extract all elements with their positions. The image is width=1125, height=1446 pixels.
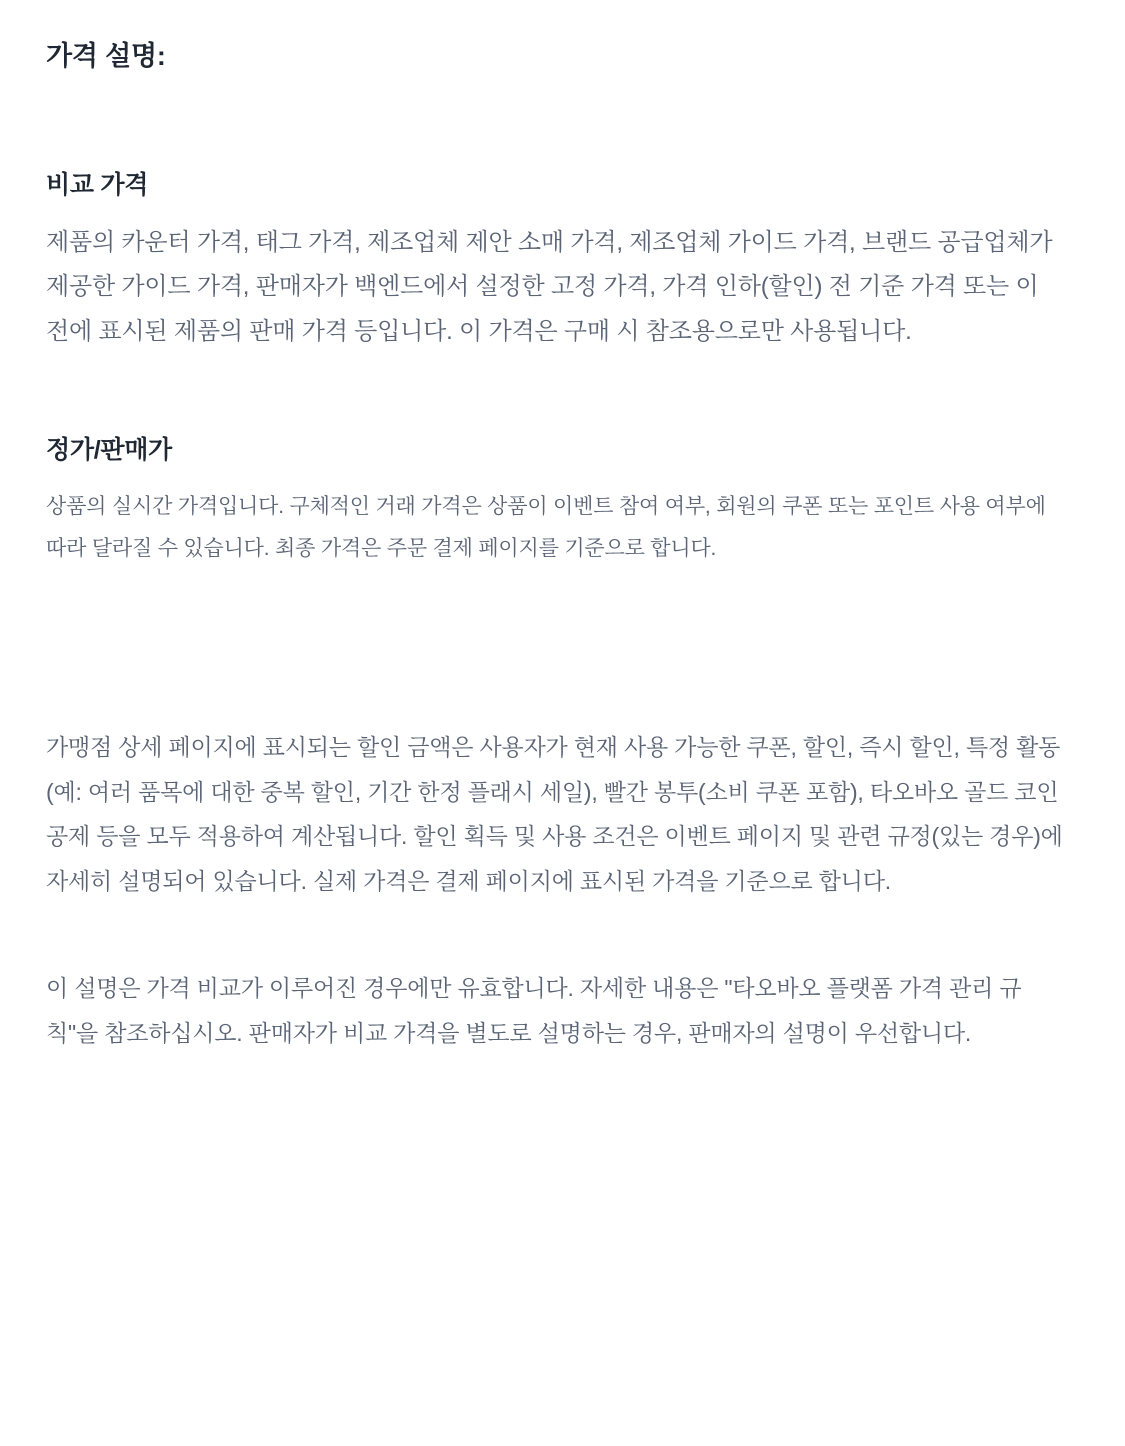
paragraph-price-comparison-notice (46, 966, 1063, 1056)
section-compare-price (46, 168, 1063, 355)
section-body-compare-price: 제품의 카운터 가격, 태그 가격, 제조업체 제안 소매 가격, 제조업체 가이드 가격, 브랜드 공급업체가 제공한 가이드 가격, 판매자가 백엔드에서 설정한 고정 가격, 가격 인하(할인) 전 기준 가격 또는 이전에 표시된 제품의 판매 가격 등입니다. 이 가격은 구매 시 참조용으로만 사용됩니다. (46, 228, 1053, 346)
section-heading-compare-price: 비교 가격 (46, 170, 149, 199)
paragraph-discount-calculation-text: 가맹점 상세 페이지에 표시되는 할인 금액은 사용자가 현재 사용 가능한 쿠폰, 할인, 즉시 할인, 특정 활동(예: 여러 품목에 대한 중복 할인, 기간 한정 플래시 세일), 빨간 봉투(소비 쿠폰 포함), 타오바오 골드 코인 공제 등을 모두 적용하여 계산됩니다. 할인 획득 및 사용 조건은 이벤트 페이지 및 관련 규정(있는 경우)에 자세히 설명되어 있습니다. 실제 가격은 결제 페이지에 표시된 가격을 기준으로 합니다. (46, 733, 1063, 895)
paragraph-price-comparison-notice-text: 이 설명은 가격 비교가 이루어진 경우에만 유효합니다. 자세한 내용은 "타오바오 플랫폼 가격 관리 규칙"을 참조하십시오. 판매자가 비교 가격을 별도로 설명하는 경우, 판매자의 설명이 우선합니다. (46, 975, 1022, 1046)
paragraph-discount-calculation (46, 725, 1063, 904)
section-list-sale-price (46, 433, 1063, 570)
page-title: 가격 설명: (46, 41, 166, 71)
section-body-list-sale-price: 상품의 실시간 가격입니다. 구체적인 거래 가격은 상품이 이벤트 참여 여부, 회원의 쿠폰 또는 포인트 사용 여부에 따라 달라질 수 있습니다. 최종 가격은 주문 결제 페이지를 기준으로 합니다. (46, 494, 1046, 560)
section-heading-list-sale-price: 정가/판매가 (46, 435, 172, 464)
